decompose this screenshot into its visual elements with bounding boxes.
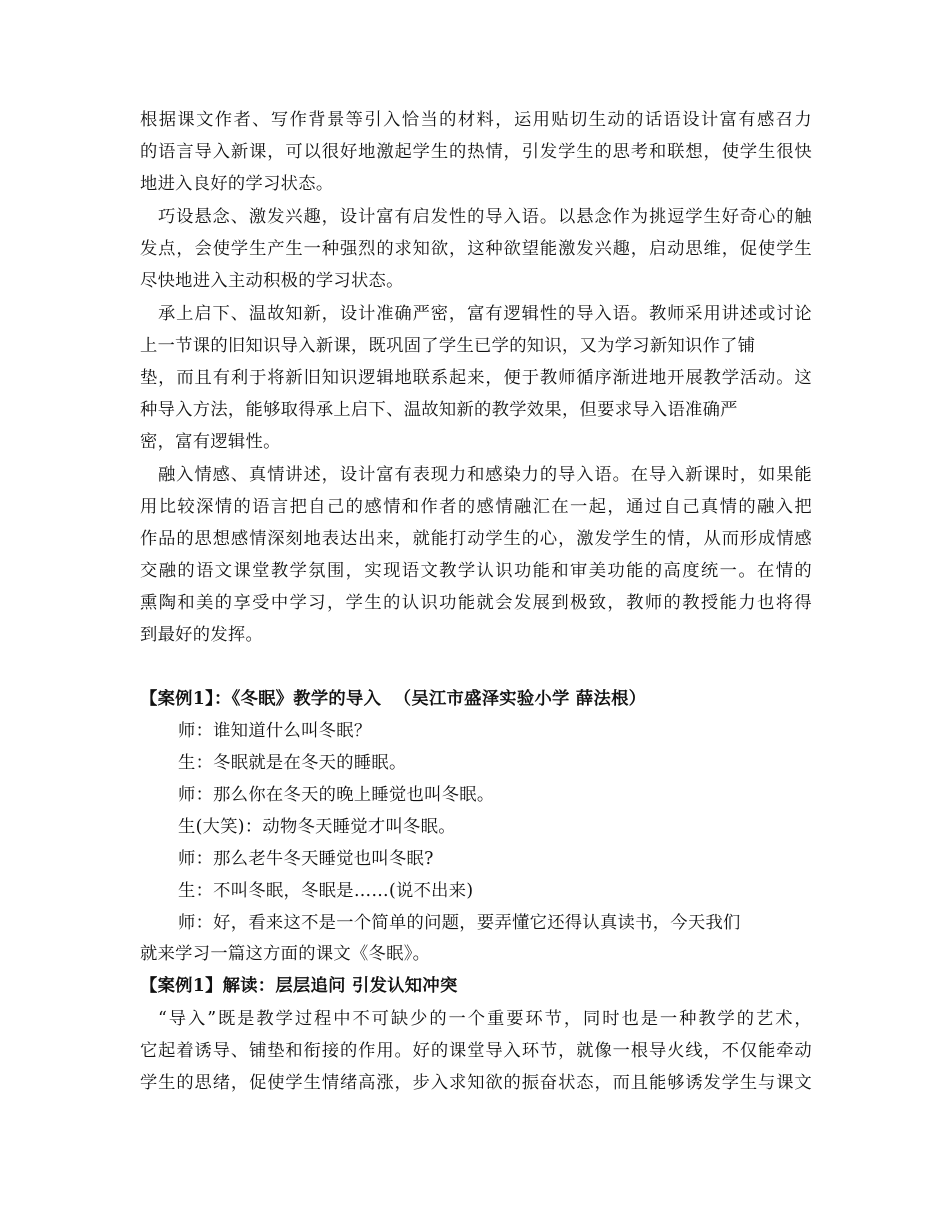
paragraph-4-line-1: 融入情感、真情讲述，设计富有表现力和感染力的导入语。在导入新课时，如果能 [158,465,812,485]
dialogue-line-continuation: 就来学习一篇这方面的课文《冬眠》。 [140,944,431,964]
paragraph-4-line-2: 用比较深情的语言把自己的感情和作者的感情融汇在一起，通过自己真情的融入把 [140,497,812,517]
dialogue-line: 生(大笑)：动物冬天睡觉才叫冬眠。 [178,817,456,837]
paragraph-3-line-4: 种导入方法，能够取得承上启下、温故知新的教学效果，但要求导入语准确严 [140,400,738,420]
paragraph-4-line-5: 熏陶和美的享受中学习，学生的认识功能就会发展到极致，教师的教授能力也将得 [140,593,812,613]
paragraph-3-line-1: 承上启下、温故知新，设计准确严密，富有逻辑性的导入语。教师采用讲述或讨论 [158,304,812,324]
paragraph-4-line-3: 作品的思想感情深刻地表达出来，就能打动学生的心，激发学生的情，从而形成情感 [140,529,812,549]
paragraph-2-line-1: 巧设悬念、激发兴趣，设计富有启发性的导入语。以悬念作为挑逗学生好奇心的触 [158,207,812,227]
paragraph-1-line-2: 的语言导入新课，可以很好地激起学生的热情，引发学生的思考和联想，使学生很快 [140,142,812,162]
analysis-line-1: “导入”既是教学过程中不可缺少的一个重要环节，同时也是一种教学的艺术， [158,1009,812,1029]
analysis-line-3: 学生的思绪，促使学生情绪高涨，步入求知欲的振奋状态，而且能够诱发学生与课文 [140,1073,812,1093]
paragraph-4-line-6: 到最好的发挥。 [140,625,264,645]
case-heading: 【案例1】：《冬眠》教学的导入 （吴江市盛泽实验小学 薛法根） [140,689,647,709]
paragraph-3-line-3: 垫，而且有利于将新旧知识逻辑地联系起来，便于教师循序渐进地开展教学活动。这 [140,368,812,388]
paragraph-1-line-1: 根据课文作者、写作背景等引入恰当的材料，运用贴切生动的话语设计富有感召力 [140,110,812,130]
paragraph-3-line-5: 密，富有逻辑性。 [140,432,281,452]
dialogue-line: 生：不叫冬眠，冬眠是……(说不出来) [178,881,474,901]
dialogue-line: 生：冬眠就是在冬天的睡眠。 [178,753,407,773]
paragraph-4-line-4: 交融的语文课堂教学氛围，实现语文教学认识功能和审美功能的高度统一。在情的 [140,561,812,581]
analysis-line-2: 它起着诱导、铺垫和衔接的作用。好的课堂导入环节，就像一根导火线，不仅能牵动 [140,1041,812,1061]
dialogue-line: 师：那么老牛冬天睡觉也叫冬眠? [178,849,434,869]
dialogue-line: 师：好，看来这不是一个简单的问题，要弄懂它还得认真读书，今天我们 [178,913,741,933]
paragraph-2-line-3: 尽快地进入主动积极的学习状态。 [140,271,404,291]
paragraph-2-line-2: 发点，会使学生产生一种强烈的求知欲，这种欲望能激发兴趣，启动思维，促使学生 [140,239,812,259]
dialogue-line: 师：谁知道什么叫冬眠？ [178,721,372,741]
dialogue-line: 师：那么你在冬天的晚上睡觉也叫冬眠。 [178,785,495,805]
paragraph-3-line-2: 上一节课的旧知识导入新课，既巩固了学生已学的知识，又为学习新知识作了铺 [140,336,756,356]
paragraph-1-line-3: 地进入良好的学习状态。 [140,174,334,194]
analysis-heading: 【案例1】解读：层层追问 引发认知冲突 [140,976,458,996]
